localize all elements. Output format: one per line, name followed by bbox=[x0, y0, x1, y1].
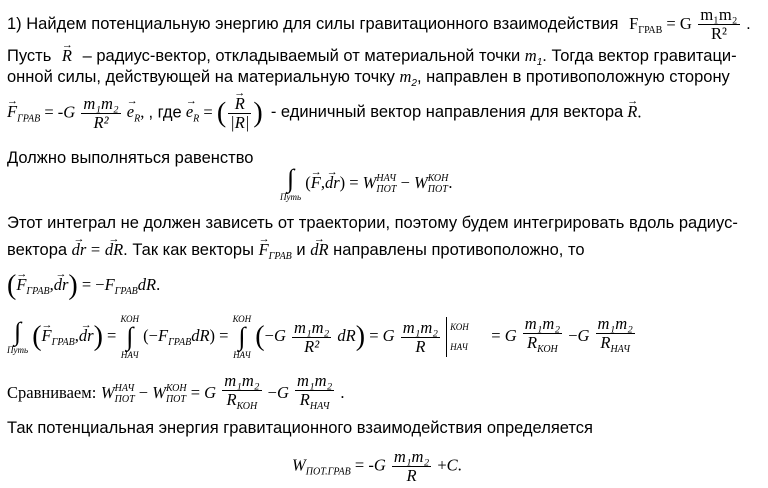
line-compare: Сравниваем: W НАЧ ПОТ − W КОН ПОТ = G $\frac{\text{m₁m₂}}{R_{КОН}}$ −G $\frac{\text{m₁m₂}}{R_{НАЧ}}$ . bbox=[7, 371, 345, 412]
line-radius-vector: Пусть → R – радиус-вектор, откладываемый от материальной точки $m_1$. Тогда вектор гравитаци- bbox=[7, 46, 737, 73]
line-force-formula: → $F_{ГРАВ} = -G$ $\frac{\text{m₁m₂}}{\text{R²}}$ → $e_R$, , где → $e_R$ = ( → $\frac{R}{|R|}$ ) - единичный вектор направления для вектора → R. bbox=[7, 95, 642, 132]
line-conclusion: Так потенциальная энергия гравитационного взаимодействия определяется bbox=[7, 419, 593, 437]
line-equality-intro: Должно выполняться равенство bbox=[7, 149, 254, 167]
text-intro: 1) Найдем потенциальную энергию для силы гравитационного взаимодействия bbox=[7, 14, 619, 33]
formula-integral-chain: ∫ Путь (→ $F_{ГРАВ},\to dr$) = КОН ∫ НАЧ $(-F_{ГРАВ}dR)$ = КОН ∫ НАЧ (−G $\frac{\text{m₁m₂}}{\text{R²}}$ dR) = G $\frac{\text{m₁m₂}}{R}$ КОН НАЧ = G $\frac{\text{m₁m₂}}{R_{КОН}}$ −G $\frac{\text{m₁m₂}}{R_{НАЧ}}$ bbox=[7, 314, 637, 360]
line-direction: онной силы, действующей на материальную точку $m_2$, направлен в противоположную сторону bbox=[7, 67, 730, 89]
formula-work-integral: ∫ Путь (→ F,→ dr) = W НАЧ ПОТ − W КОН ПОТ . bbox=[280, 166, 453, 202]
formula-potential-energy: $W_{ПОТ.ГРАВ} = -G$ $\frac{\text{m₁m₂}}{R}$ +C. bbox=[292, 447, 462, 485]
formula-scalar-product: (→ $F_{ГРАВ},\to dr) = -F_{ГРАВ}dR$. bbox=[7, 275, 160, 302]
fraction-m1m2-over-R2: $\frac{\text{m₁m₂}}{\text{R²}}$ bbox=[700, 5, 738, 43]
line-path-independence: Этот интеграл не должен зависеть от траектории, поэтому будем интегрировать вдоль радиус- bbox=[7, 214, 738, 232]
line-along-radius: вектора → dr = → dR. Так как векторы → $F_{ГРАВ}$ и → dR направлены противоположно, то bbox=[7, 240, 585, 267]
vector-R: → R bbox=[62, 46, 72, 66]
line-intro: 1) Найдем потенциальную энергию для силы гравитационного взаимодействия $F_{ГРАВ} = G$ $\frac{\text{m₁m₂}}{\text{R²}}$ . bbox=[7, 5, 751, 43]
